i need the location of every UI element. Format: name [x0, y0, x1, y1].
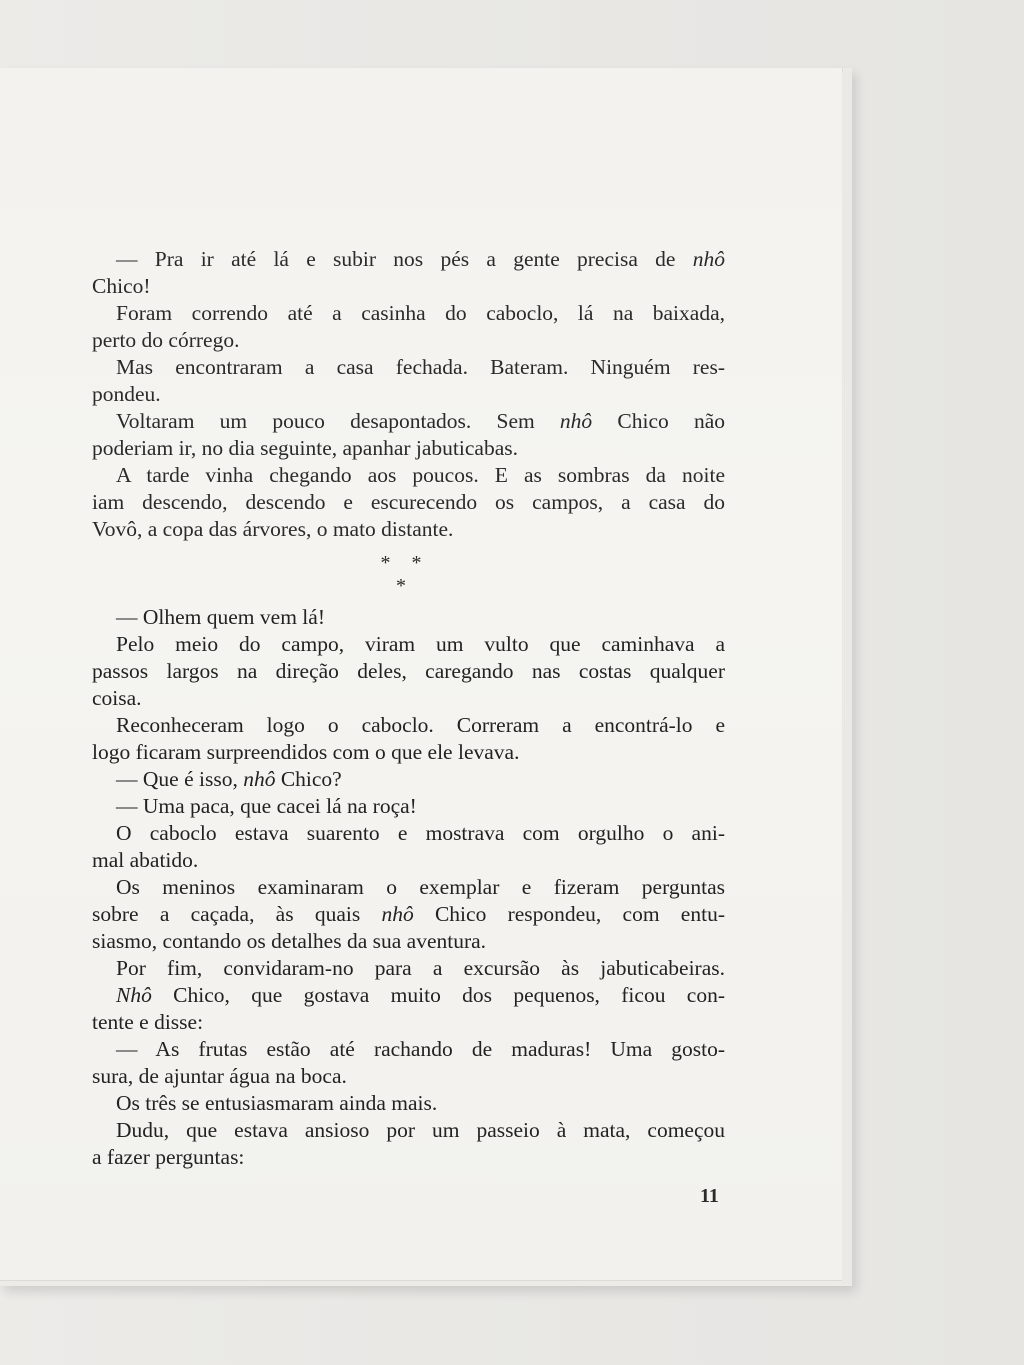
- text-line: perto do córrego.: [92, 328, 240, 352]
- text-line: sura, de ajuntar água na boca.: [92, 1064, 347, 1088]
- text-line: siasmo, contando os detalhes da sua aventura.: [92, 929, 487, 953]
- italic-word: nhô: [559, 409, 593, 433]
- text-block-2: [92, 604, 725, 1171]
- text-line: iam descendo, descendo e escurecendo os campos, a casa do: [92, 490, 725, 514]
- page-edge: [842, 72, 852, 1284]
- text-line: logo ficaram surpreendidos com o que ele levava.: [92, 740, 520, 764]
- text-line: mal abatido.: [92, 848, 199, 872]
- text-line: — Uma paca, que cacei lá na roça!: [116, 794, 417, 818]
- text-line: — As frutas estão até rachando de maduras! Uma gosto-: [116, 1037, 725, 1061]
- text-line: pondeu.: [92, 382, 161, 406]
- section-separator: * * *: [380, 552, 430, 597]
- text-line: tente e disse:: [92, 1010, 204, 1034]
- text-line: Foram correndo até a casinha do caboclo, lá na baixada,: [116, 301, 725, 325]
- text-line: Vovô, a copa das árvores, o mato distante.: [92, 517, 454, 541]
- text-line: A tarde vinha chegando aos poucos. E as sombras da noite: [116, 463, 725, 487]
- italic-word: nhô: [243, 767, 276, 791]
- text-line: — Pra ir até lá e subir nos pés a gente precisa de nhô: [116, 247, 725, 271]
- book: [0, 68, 852, 1286]
- text-block-1: [92, 246, 725, 543]
- book-page: [0, 68, 843, 1281]
- text-line: Os meninos examinaram o exemplar e fizeram perguntas: [116, 875, 725, 899]
- text-line: Voltaram um pouco desapontados. Sem nhô Chico não: [116, 409, 725, 433]
- text-line: Por fim, convidaram-no para a excursão às jabuticabeiras.: [116, 956, 725, 980]
- italic-word: nhô: [381, 902, 414, 926]
- text-line: poderiam ir, no dia seguinte, apanhar jabuticabas.: [92, 436, 519, 460]
- text-line: coisa.: [92, 686, 142, 710]
- text-line: a fazer perguntas:: [92, 1145, 245, 1169]
- text-line: Os três se entusiasmaram ainda mais.: [116, 1091, 438, 1115]
- text-line: Nhô Chico, que gostava muito dos pequenos, ficou con-: [116, 983, 725, 1007]
- text-line: Mas encontraram a casa fechada. Bateram. Ninguém res-: [116, 355, 725, 379]
- text-line: Chico!: [92, 274, 151, 298]
- text-line: sobre a caçada, às quais nhô Chico respondeu, com entu-: [92, 902, 725, 926]
- text-line: — Que é isso, nhô Chico?: [116, 767, 342, 791]
- text-line: passos largos na direção deles, caregando nas costas qualquer: [92, 659, 725, 683]
- italic-word: Nhô: [116, 983, 152, 1007]
- italic-word: nhô: [692, 247, 725, 271]
- text-line: — Olhem quem vem lá!: [116, 605, 325, 629]
- text-line: Dudu, que estava ansioso por um passeio à mata, começou: [116, 1118, 725, 1142]
- text-line: O caboclo estava suarento e mostrava com orgulho o ani-: [116, 821, 725, 845]
- text-line: Pelo meio do campo, viram um vulto que caminhava a: [116, 632, 725, 656]
- page-number: 11: [700, 1185, 719, 1207]
- text-line: Reconheceram logo o caboclo. Correram a encontrá-lo e: [116, 713, 725, 737]
